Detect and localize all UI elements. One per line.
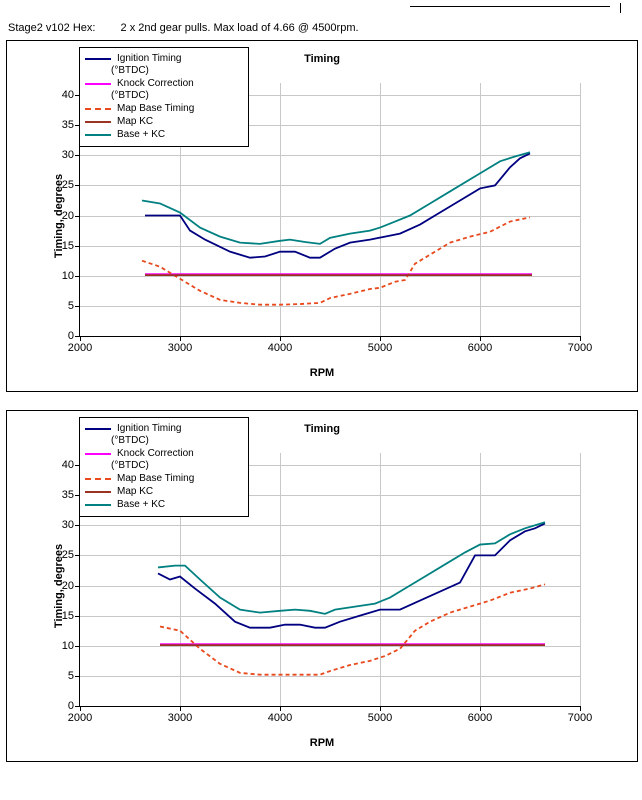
chart-panel-top xyxy=(6,40,638,392)
y-tick-label: 25 xyxy=(61,179,74,192)
series-line xyxy=(145,153,530,257)
x-tick-label: 2000 xyxy=(67,342,93,354)
y-tick-label: 0 xyxy=(67,700,74,712)
x-tick-label: 4000 xyxy=(267,712,293,724)
x-tick-mark xyxy=(180,706,181,711)
decorative-rule xyxy=(410,6,610,7)
y-tick-label: 15 xyxy=(61,239,74,252)
x-tick-mark xyxy=(80,706,81,711)
legend-item xyxy=(85,52,243,65)
chart-title: Timing xyxy=(304,423,340,435)
legend-label: Map Base Timing xyxy=(117,473,195,484)
x-tick-mark xyxy=(380,706,381,711)
legend-label: Base + KC xyxy=(117,499,166,510)
legend-item xyxy=(85,422,243,435)
legend-label: Ignition Timing xyxy=(117,53,182,64)
legend-swatch-icon xyxy=(85,428,111,430)
y-gridline xyxy=(80,336,580,337)
legend xyxy=(79,47,249,147)
legend-swatch-icon xyxy=(85,58,111,60)
y-tick-label: 5 xyxy=(67,299,74,312)
legend-swatch-icon xyxy=(85,108,111,110)
series-line xyxy=(158,522,545,614)
series-line xyxy=(160,584,545,674)
y-tick-label: 0 xyxy=(67,330,74,342)
legend-swatch-icon xyxy=(85,491,111,493)
legend-item xyxy=(85,447,243,460)
y-tick-label: 35 xyxy=(61,489,74,502)
x-gridline xyxy=(580,83,581,336)
header-description: 2 x 2nd gear pulls. Max load of 4.66 @ 4500rpm. xyxy=(120,22,359,34)
legend-item xyxy=(85,128,243,141)
series-line xyxy=(158,523,545,627)
legend-swatch-icon xyxy=(85,478,111,480)
header xyxy=(8,22,359,34)
x-tick-label: 3000 xyxy=(167,342,193,354)
legend-label: Map KC xyxy=(117,486,154,497)
legend-item xyxy=(85,102,243,115)
y-tick-label: 10 xyxy=(61,269,74,282)
x-tick-label: 4000 xyxy=(267,342,293,354)
y-tick-label: 25 xyxy=(61,549,74,562)
legend-swatch-icon xyxy=(85,134,111,136)
y-tick-label: 15 xyxy=(61,609,74,622)
header-title: Stage2 v102 Hex: xyxy=(8,22,96,34)
x-tick-mark xyxy=(580,706,581,711)
y-axis-label: Timing, degrees xyxy=(53,543,66,629)
legend xyxy=(79,417,249,517)
y-tick-label: 35 xyxy=(61,119,74,132)
x-tick-mark xyxy=(480,706,481,711)
legend-item xyxy=(85,472,243,485)
x-axis-label: RPM xyxy=(309,737,335,749)
legend-item xyxy=(85,77,243,90)
y-tick-label: 30 xyxy=(61,519,74,532)
x-tick-label: 7000 xyxy=(567,712,593,724)
decorative-tick xyxy=(620,3,621,13)
x-axis-label: RPM xyxy=(309,367,335,379)
legend-swatch-icon xyxy=(85,453,111,455)
legend-sublabel: (°BTDC) xyxy=(111,460,149,471)
x-tick-label: 3000 xyxy=(167,712,193,724)
y-tick-label: 40 xyxy=(61,89,74,102)
x-gridline xyxy=(580,453,581,706)
legend-item xyxy=(85,485,243,498)
x-tick-mark xyxy=(580,336,581,341)
y-tick-label: 20 xyxy=(61,209,74,222)
x-tick-mark xyxy=(180,336,181,341)
legend-label: Knock Correction xyxy=(117,448,194,459)
x-tick-label: 5000 xyxy=(367,342,393,354)
legend-label: Map Base Timing xyxy=(117,103,195,114)
chart-panel-bottom xyxy=(6,410,638,762)
y-tick-label: 10 xyxy=(61,639,74,652)
legend-label: Base + KC xyxy=(117,129,166,140)
x-tick-mark xyxy=(480,336,481,341)
legend-sublabel: (°BTDC) xyxy=(111,65,149,76)
legend-swatch-icon xyxy=(85,121,111,123)
x-tick-mark xyxy=(80,336,81,341)
legend-label: Ignition Timing xyxy=(117,423,182,434)
x-tick-label: 2000 xyxy=(67,712,93,724)
y-tick-label: 5 xyxy=(67,669,74,682)
legend-label: Map KC xyxy=(117,116,154,127)
x-tick-mark xyxy=(280,706,281,711)
legend-label: Knock Correction xyxy=(117,78,194,89)
y-tick-label: 40 xyxy=(61,459,74,472)
legend-sublabel: (°BTDC) xyxy=(111,435,149,446)
series-line xyxy=(142,217,530,304)
legend-item xyxy=(85,498,243,511)
y-axis-label: Timing, degrees xyxy=(53,173,66,259)
y-tick-label: 30 xyxy=(61,149,74,162)
x-tick-label: 6000 xyxy=(467,712,493,724)
series-line xyxy=(142,152,530,244)
x-tick-mark xyxy=(380,336,381,341)
legend-item xyxy=(85,115,243,128)
y-gridline xyxy=(80,706,580,707)
x-tick-mark xyxy=(280,336,281,341)
legend-sublabel: (°BTDC) xyxy=(111,90,149,101)
y-tick-label: 20 xyxy=(61,579,74,592)
legend-swatch-icon xyxy=(85,83,111,85)
legend-swatch-icon xyxy=(85,504,111,506)
x-tick-label: 7000 xyxy=(567,342,593,354)
x-tick-label: 5000 xyxy=(367,712,393,724)
chart-title: Timing xyxy=(304,53,340,65)
x-tick-label: 6000 xyxy=(467,342,493,354)
